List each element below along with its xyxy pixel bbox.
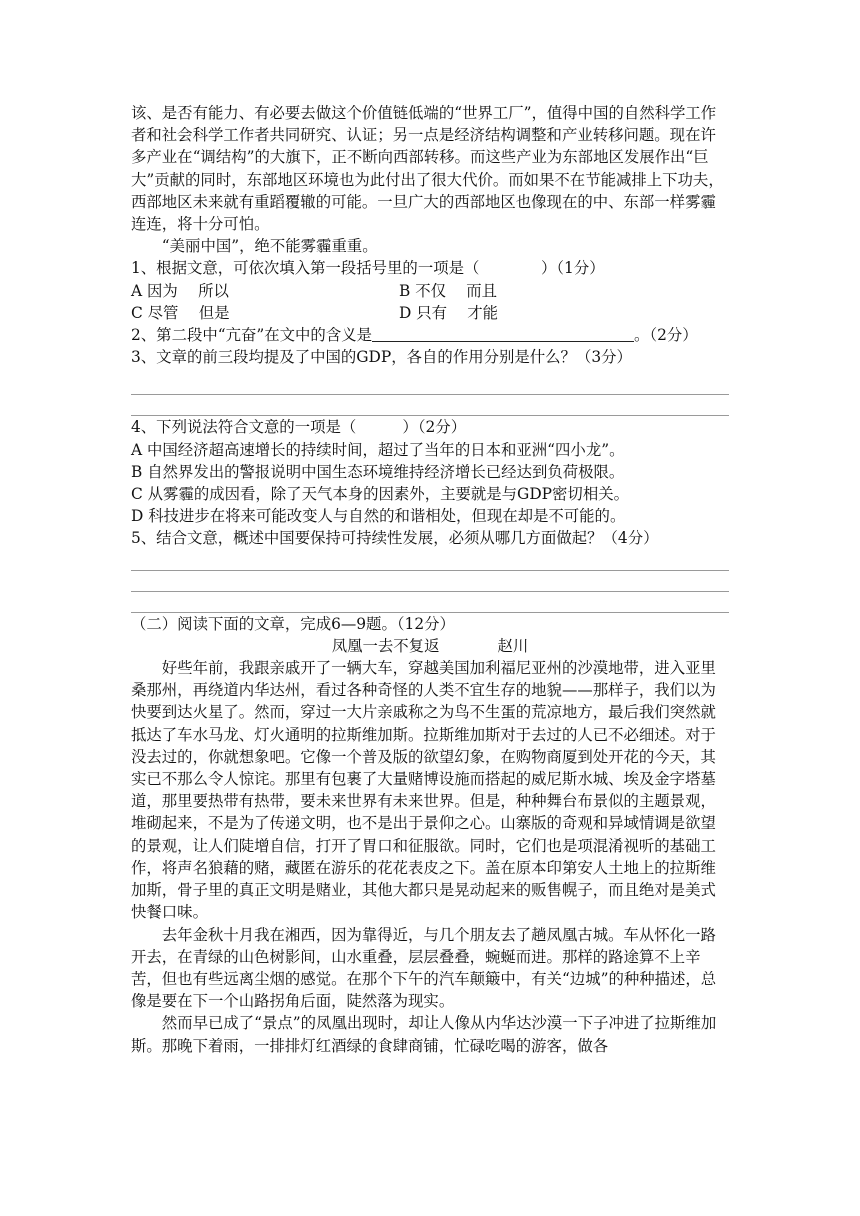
question-4-option-d: D 科技进步在将来可能改变人与自然的和谐相处，但现在却是不可能的。 <box>131 507 626 526</box>
question-1-option-a: A 因为 所以 <box>131 281 229 300</box>
section-2-header: （二）阅读下面的文章，完成6—9题。（12分） <box>131 614 455 633</box>
passage-closing: “美丽中国”，绝不能雾霾重重。 <box>161 237 378 256</box>
question-3-stem: 3、文章的前三段均提及了中国的GDP，各自的作用分别是什么？（3分） <box>131 348 632 367</box>
question-5-answer-line[interactable] <box>131 550 729 571</box>
article-paragraph-2: 去年金秋十月我在湘西，因为靠得近，与几个朋友去了趟凤凰古城。车从怀化一路开去，在青绿的山色树影间，山水重叠，层层叠叠，蜿蜒而进。那样的路途算不上辛苦，但也有些远离尘烟的感觉。在那个下午的汽车颠簸中，有关“边城”的种种描述，总像是要在下一个山路拐角后面，陡然落为现实。 <box>131 925 717 1011</box>
question-2-answer-blank[interactable] <box>372 325 634 342</box>
question-1-option-c: C 尽管 但是 <box>131 303 230 322</box>
article-title: 凤凰一去不复返 <box>331 636 440 655</box>
question-1-option-b: B 不仅 而且 <box>399 281 498 300</box>
question-1-options <box>131 280 729 324</box>
question-5-answer-line[interactable] <box>131 571 729 592</box>
exam-page <box>131 102 729 1057</box>
article-author: 赵川 <box>497 636 529 655</box>
question-5-answer-line[interactable] <box>131 592 729 613</box>
question-4-option-c: C 从雾霾的成因看，除了天气本身的因素外，主要就是与GDP密切相关。 <box>131 485 629 504</box>
question-2-points: 。（2分） <box>634 326 698 345</box>
question-1-option-d: D 只有 才能 <box>399 303 499 322</box>
question-4-stem: 4、下列说法符合文意的一项是（ ）（2分） <box>131 418 467 437</box>
question-4-option-b: B 自然界发出的警报说明中国生态环境维持经济增长已经达到负荷极限。 <box>131 462 625 481</box>
article-title-line <box>131 635 729 657</box>
question-2-stem <box>131 324 729 346</box>
question-3-answer-line[interactable] <box>131 374 729 395</box>
question-1-stem: 1、根据文意，可依次填入第一段括号里的一项是（ ）（1分） <box>131 259 605 278</box>
article-paragraph-1: 好些年前，我跟亲戚开了一辆大车，穿越美国加利福尼亚州的沙漠地带，进入亚里桑那州，再绕道内华达州，看过各种奇怪的人类不宜生存的地貌——那样子，我们以为快要到达火星了。然而，穿过一大片亲戚称之为鸟不生蛋的荒凉地方，最后我们突然就抵达了车水马龙、灯火通明的拉斯维加斯。拉斯维加斯对于去过的人已不必细述。对于没去过的，你就想象吧。它像一个普及版的欲望幻象，在购物商厦到处开花的今天，其实已不那么令人惊诧。那里有包裹了大量赌博设施而搭起的威尼斯水城、埃及金字塔墓道，那里要热带有热带，要未来世界有未来世界。但是，种种舞台布景似的主题景观，堆砌起来，不是为了传递文明，也不是出于景仰之心。山寨版的奇观和异域情调是欲望的景观，让人们陡增自信，打开了胃口和征服欲。同时，它们也是项混淆视听的基础工作，将声名狼藉的赌，藏匿在游乐的花花表皮之下。盖在原本印第安人土地上的拉斯维加斯，骨子里的真正文明是赌业，其他大都只是晃动起来的贩售幌子，而且绝对是美式快餐口味。 <box>131 659 716 922</box>
article-paragraph-3: 然而早已成了“景点”的凤凰出现时，却让人像从内华达沙漠一下子冲进了拉斯维加斯。那晚下着雨，一排排灯红酒绿的食肆商铺，忙碌吃喝的游客，做各 <box>131 1014 717 1055</box>
question-5-stem: 5、结合文意，概述中国要保持可持续性发展，必须从哪几方面做起？（4分） <box>131 529 659 548</box>
passage-paragraph: 该、是否有能力、有必要去做这个价值链低端的“世界工厂”，值得中国的自然科学工作者和社会科学工作者共同研究、认证；另一点是经济结构调整和产业转移问题。现在许多产业在“调结构”的大旗下，正不断向西部转移。而这些产业为东部地区发展作出“巨大”贡献的同时，东部地区环境也为此付出了很大代价。而如果不在节能减排上下功夫，西部地区未来就有重蹈覆辙的可能。一旦广大的西部地区也像现在的中、东部一样雾霾连连，将十分可怕。 <box>131 104 724 234</box>
question-3-answer-line[interactable] <box>131 395 729 416</box>
question-2-text: 2、第二段中“亢奋”在文中的含义是 <box>131 326 372 345</box>
question-4-option-a: A 中国经济超高速增长的持续时间，超过了当年的日本和亚洲“四小龙”。 <box>131 440 625 459</box>
